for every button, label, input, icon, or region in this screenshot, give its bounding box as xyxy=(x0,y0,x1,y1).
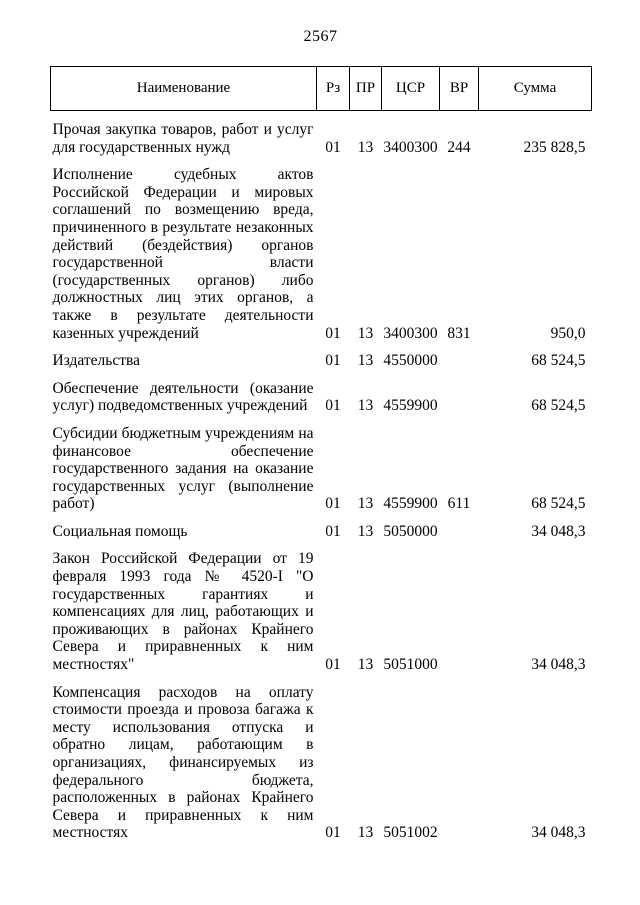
cell-csr: 5051002 xyxy=(383,824,438,842)
column-header-sum: Сумма xyxy=(479,67,592,111)
table-row xyxy=(51,540,592,673)
cell-pr: 13 xyxy=(357,522,374,540)
cell-vr xyxy=(440,674,479,842)
cell-vr xyxy=(440,370,479,415)
table-row xyxy=(51,370,592,415)
cell-rz: 01 xyxy=(325,138,341,156)
table-row xyxy=(51,415,592,513)
cell-csr: 3400300 xyxy=(383,138,438,156)
cell-sum: 235 828,5 xyxy=(523,138,586,156)
cell-sum: 34 048,3 xyxy=(531,824,586,842)
cell-name: Социальная помощь xyxy=(52,522,188,540)
cell-sum: 950,0 xyxy=(550,324,586,342)
cell-pr: 13 xyxy=(357,324,374,342)
cell-name: Издательства xyxy=(52,352,141,370)
cell-vr: 244 xyxy=(447,138,471,156)
cell-sum: 68 524,5 xyxy=(531,397,586,415)
cell-vr xyxy=(440,513,479,541)
cell-sum: 68 524,5 xyxy=(531,495,586,513)
cell-name: Субсидии бюджетным учреждениям на финансовое обеспечение государственного задания на оказание государственных услуг (выполнение работ) xyxy=(52,424,314,513)
cell-rz: 01 xyxy=(325,352,341,370)
cell-csr: 3400300 xyxy=(383,324,438,342)
cell-vr: 831 xyxy=(447,324,471,342)
cell-csr: 4559900 xyxy=(383,495,438,513)
cell-rz: 01 xyxy=(325,824,341,842)
cell-csr: 4559900 xyxy=(383,397,438,415)
column-header-csr: ЦСР xyxy=(382,67,440,111)
cell-pr: 13 xyxy=(357,824,374,842)
cell-pr: 13 xyxy=(357,138,374,156)
cell-rz: 01 xyxy=(325,656,341,674)
cell-csr: 4550000 xyxy=(383,352,438,370)
cell-vr xyxy=(440,342,479,370)
cell-rz: 01 xyxy=(325,522,341,540)
cell-pr: 13 xyxy=(357,397,374,415)
page-number: 2567 xyxy=(303,28,338,45)
table-row xyxy=(51,513,592,541)
cell-name: Исполнение судебных актов Российской Федерации и мировых соглашений по возмещению вреда, причиненного в результате незаконных действий (бездействия) органов государственной власти (государственных органов) либо должностных лиц этих органов, а также в результате деятельности казенных учреждений xyxy=(52,166,314,342)
column-header-rz: Рз xyxy=(317,67,350,111)
cell-csr: 5050000 xyxy=(383,522,438,540)
table-header-row xyxy=(51,67,592,111)
column-header-vr: ВР xyxy=(440,67,479,111)
cell-rz: 01 xyxy=(325,397,341,415)
cell-sum: 34 048,3 xyxy=(531,656,586,674)
cell-csr: 5051000 xyxy=(383,656,438,674)
cell-name: Прочая закупка товаров, работ и услуг для государственных нужд xyxy=(52,121,314,156)
cell-sum: 68 524,5 xyxy=(531,352,586,370)
column-header-name: Наименование xyxy=(51,67,317,111)
cell-pr: 13 xyxy=(357,656,374,674)
cell-pr: 13 xyxy=(357,495,374,513)
table-body xyxy=(51,111,592,842)
cell-name: Закон Российской Федерации от 19 февраля 1993 года № 4520-I "О государственных гарантиях и компенсациях для лиц, работающих и проживающих в районах Крайнего Севера и приравненных к ним местностях" xyxy=(52,550,314,674)
cell-name: Обеспечение деятельности (оказание услуг) подведомственных учреждений xyxy=(52,379,314,415)
table-row xyxy=(51,111,592,157)
table-row xyxy=(51,156,592,342)
cell-pr: 13 xyxy=(357,352,374,370)
table-row xyxy=(51,342,592,370)
cell-rz: 01 xyxy=(325,495,341,513)
cell-name: Компенсация расходов на оплату стоимости проезда и провоза багажа к месту использования отпуска и обратно лицам, работающим в организациях, финансируемых из федерального бюджета, расположенных в районах Крайнего Севера и приравненных к ним местностях xyxy=(52,683,314,842)
cell-vr: 611 xyxy=(447,495,471,513)
cell-rz: 01 xyxy=(325,324,341,342)
column-header-pr: ПР xyxy=(350,67,382,111)
cell-vr xyxy=(440,540,479,673)
budget-table xyxy=(50,66,592,842)
table-row xyxy=(51,674,592,842)
cell-sum: 34 048,3 xyxy=(531,522,586,540)
